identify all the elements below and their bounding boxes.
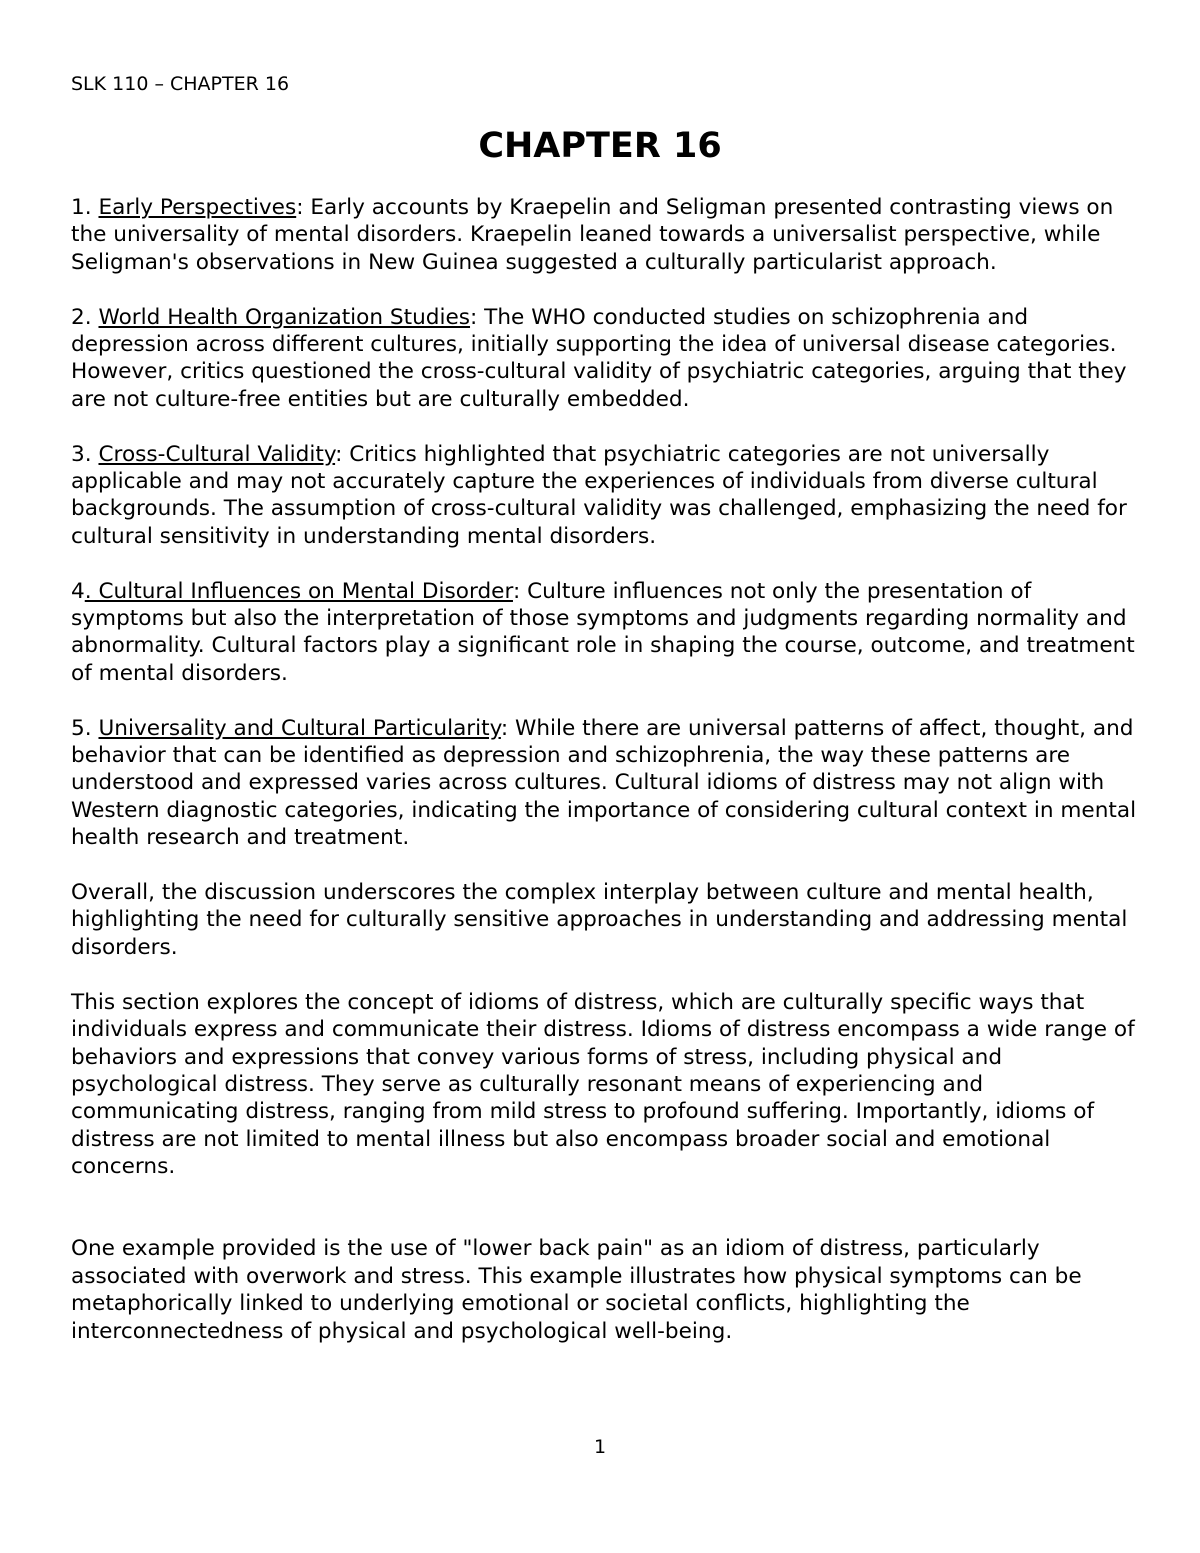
item-number: 1. (71, 195, 92, 220)
item-body: : Culture influences not only the presentation of symptoms but also the interpretation of those symptoms and judgments regarding normality and abnormality. Cultural factors play a significant role in shaping the course, outcome, and treatment of mental disorders. (71, 578, 1135, 686)
item-body: : While there are universal patterns of affect, thought, and behavior that can be identified as depression and schizophrenia, the way these patterns are understood and expressed varies across cultures. Cultural idioms of distress may not align with Western diagnostic categories, indicating the importance of considering cultural context in mental health research and treatment. (71, 715, 1137, 851)
page-number: 1 (593, 1436, 607, 1458)
list-item (71, 441, 1146, 551)
page-title: CHAPTER 16 (478, 126, 722, 166)
item-heading: Cross-Cultural Validity (98, 441, 336, 467)
item-body: : Early accounts by Kraepelin and Seligman presented contrasting views on the universality of mental disorders. Kraepelin leaned towards a universalist perspective, while Seligman's observations in New Guinea suggested a culturally particularist approach. (71, 195, 1114, 275)
item-number: 2. (71, 304, 92, 330)
item-number: 5. (71, 715, 92, 741)
list-item (71, 715, 1146, 852)
running-header: SLK 110 – CHAPTER 16 (71, 73, 290, 95)
item-number: 4 (71, 578, 85, 604)
idioms-paragraph: This section explores the concept of idioms of distress, which are culturally specific ways that individuals express and communicate their distress. Idioms of distress encompass a wide range of behaviors and expressions that convey various forms of stress, including physical and psychological distress. They serve as culturally resonant means of experiencing and communicating distress, ranging from mild stress to profound suffering. Importantly, idioms of distress are not limited to mental illness but also encompass broader social and emotional concerns. (71, 989, 1135, 1180)
item-heading: Universality and Cultural Particularity (98, 715, 501, 741)
item-heading: Early Perspectives (98, 195, 297, 220)
item-body: : The WHO conducted studies on schizophrenia and depression across different cultures, initially supporting the idea of universal disease categories. However, critics questioned the cross-cultural validity of psychiatric categories, arguing that they are not culture-free entities but are culturally embedded. (71, 304, 1127, 412)
list-item (71, 578, 1146, 688)
item-body: : Critics highlighted that psychiatric categories are not universally applicable and may not accurately capture the experiences of individuals from diverse cultural backgrounds. The assumption of cross-cultural validity was challenged, emphasizing the need for cultural sensitivity in understanding mental disorders. (71, 441, 1127, 549)
item-heading: World Health Organization Studies (98, 304, 471, 330)
overall-paragraph: Overall, the discussion underscores the complex interplay between culture and mental health, highlighting the need for culturally sensitive approaches in understanding and addressing mental disorders. (71, 880, 1128, 960)
document-body (71, 194, 1146, 1345)
list-item (71, 194, 1146, 276)
item-heading: . Cultural Influences on Mental Disorder (84, 578, 513, 604)
item-number: 3. (71, 441, 92, 467)
example-paragraph: One example provided is the use of "lower back pain" as an idiom of distress, particularly associated with overwork and stress. This example illustrates how physical symptoms can be metaphorically linked to underlying emotional or societal conflicts, highlighting the interconnectedness of physical and psychological well-being. (71, 1236, 1082, 1344)
list-item (71, 304, 1146, 414)
